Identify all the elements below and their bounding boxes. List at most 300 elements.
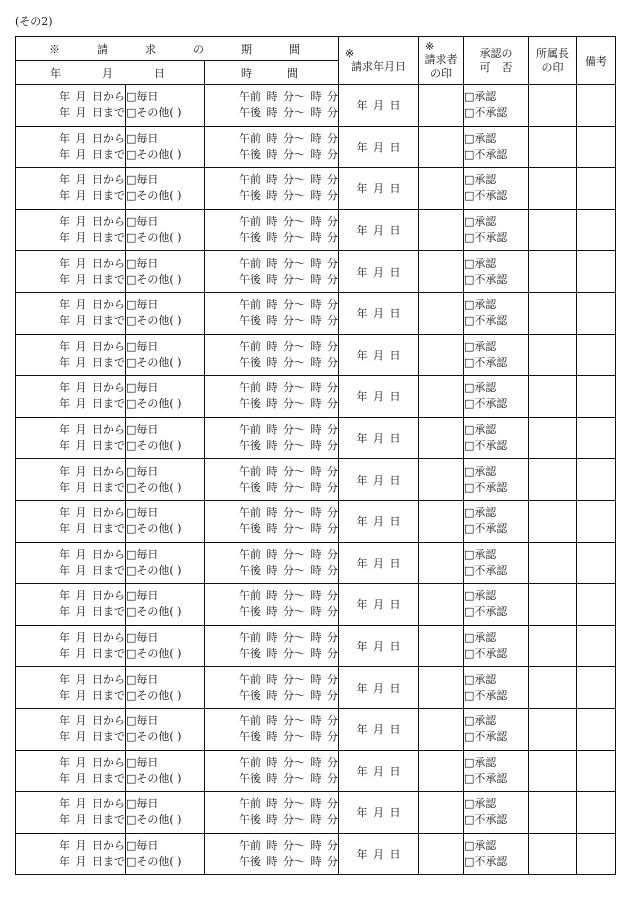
time-cell[interactable] xyxy=(205,500,339,542)
request-date-cell[interactable] xyxy=(339,667,419,709)
daily-checkbox[interactable]: □毎日 xyxy=(126,547,159,561)
request-date-cell[interactable] xyxy=(339,625,419,667)
daily-checkbox[interactable]: □毎日 xyxy=(126,672,159,686)
daily-checkbox[interactable]: □毎日 xyxy=(126,423,159,437)
table-row xyxy=(16,708,616,750)
chief-seal-cell[interactable] xyxy=(529,833,577,875)
period-date-cell[interactable] xyxy=(16,85,126,127)
remarks-cell[interactable] xyxy=(577,292,616,334)
remarks-cell[interactable] xyxy=(577,792,616,834)
requester-seal-cell[interactable] xyxy=(419,251,464,293)
daily-checkbox[interactable]: □毎日 xyxy=(126,589,159,603)
chief-seal-cell[interactable] xyxy=(529,209,577,251)
period-date-cell[interactable] xyxy=(16,792,126,834)
requester-seal-cell[interactable] xyxy=(419,667,464,709)
requester-seal-line2: の印 xyxy=(430,66,452,80)
request-period-table xyxy=(15,36,616,875)
time-pm: 午後 時 分～ 時 分 xyxy=(239,480,338,494)
approved-checkbox[interactable]: □承認 xyxy=(464,131,497,145)
time-pm: 午後 時 分～ 時 分 xyxy=(239,647,338,661)
approved-checkbox[interactable]: □承認 xyxy=(464,547,497,561)
approved-checkbox[interactable]: □承認 xyxy=(464,90,497,104)
time-cell[interactable] xyxy=(205,625,339,667)
time-cell[interactable] xyxy=(205,209,339,251)
approval-cell xyxy=(464,85,529,127)
request-date-cell[interactable] xyxy=(339,209,419,251)
remarks-cell[interactable] xyxy=(577,376,616,418)
approved-checkbox[interactable]: □承認 xyxy=(464,339,497,353)
remarks-cell[interactable] xyxy=(577,209,616,251)
chief-seal-cell[interactable] xyxy=(529,667,577,709)
time-pm: 午後 時 分～ 時 分 xyxy=(239,189,338,203)
approved-checkbox[interactable]: □承認 xyxy=(464,631,497,645)
requester-seal-cell[interactable] xyxy=(419,292,464,334)
period-date-cell[interactable] xyxy=(16,584,126,626)
form-rows xyxy=(16,85,616,875)
time-cell[interactable] xyxy=(205,251,339,293)
request-date-header: 請求年月日 xyxy=(351,59,406,73)
daily-checkbox[interactable]: □毎日 xyxy=(126,90,159,104)
date-from: 年 月 日から xyxy=(59,589,125,603)
time-am: 午前 時 分～ 時 分 xyxy=(239,672,338,686)
chief-seal-line2: の印 xyxy=(541,60,564,74)
not-approved-checkbox[interactable]: □不承認 xyxy=(464,231,508,245)
frequency-cell xyxy=(126,251,205,293)
date-to: 年 月 日まで xyxy=(59,854,125,868)
not-approved-checkbox[interactable]: □不承認 xyxy=(464,730,508,744)
request-date-value: 年 月 日 xyxy=(356,182,401,196)
request-date-cell[interactable] xyxy=(339,542,419,584)
time-cell[interactable] xyxy=(205,417,339,459)
not-approved-checkbox[interactable]: □不承認 xyxy=(464,106,508,120)
approved-checkbox[interactable]: □承認 xyxy=(464,506,497,520)
table-row xyxy=(16,417,616,459)
approval-header-cell xyxy=(464,37,529,85)
requester-seal-cell[interactable] xyxy=(419,625,464,667)
header-row-1 xyxy=(16,37,616,61)
request-date-cell[interactable] xyxy=(339,500,419,542)
approved-checkbox[interactable]: □承認 xyxy=(464,838,497,852)
table-row xyxy=(16,334,616,376)
time-cell[interactable] xyxy=(205,168,339,210)
date-to: 年 月 日まで xyxy=(59,106,125,120)
request-date-value: 年 月 日 xyxy=(356,473,401,487)
time-am: 午前 時 分～ 時 分 xyxy=(239,631,338,645)
remarks-cell[interactable] xyxy=(577,126,616,168)
remarks-header: 備考 xyxy=(585,54,607,68)
page-label: (その2) xyxy=(15,15,53,28)
other-checkbox[interactable]: □その他( ) xyxy=(126,147,182,161)
time-cell[interactable] xyxy=(205,667,339,709)
approved-checkbox[interactable]: □承認 xyxy=(464,215,497,229)
chief-seal-cell[interactable] xyxy=(529,500,577,542)
not-approved-checkbox[interactable]: □不承認 xyxy=(464,272,508,286)
period-date-cell[interactable] xyxy=(16,251,126,293)
time-am: 午前 時 分～ 時 分 xyxy=(239,547,338,561)
not-approved-checkbox[interactable]: □不承認 xyxy=(464,813,508,827)
approval-cell xyxy=(464,792,529,834)
chief-seal-cell[interactable] xyxy=(529,85,577,127)
requester-seal-cell[interactable] xyxy=(419,584,464,626)
time-cell[interactable] xyxy=(205,584,339,626)
chief-seal-cell[interactable] xyxy=(529,292,577,334)
chief-seal-header-cell xyxy=(529,37,577,85)
chief-seal-cell[interactable] xyxy=(529,542,577,584)
request-date-cell[interactable] xyxy=(339,584,419,626)
request-date-cell[interactable] xyxy=(339,126,419,168)
request-date-cell[interactable] xyxy=(339,251,419,293)
time-cell[interactable] xyxy=(205,750,339,792)
daily-checkbox[interactable]: □毎日 xyxy=(126,215,159,229)
not-approved-checkbox[interactable]: □不承認 xyxy=(464,189,508,203)
request-date-cell[interactable] xyxy=(339,459,419,501)
time-pm: 午後 時 分～ 時 分 xyxy=(239,355,338,369)
frequency-cell xyxy=(126,792,205,834)
request-date-cell[interactable] xyxy=(339,750,419,792)
approval-cell xyxy=(464,667,529,709)
requester-seal-cell[interactable] xyxy=(419,542,464,584)
frequency-cell xyxy=(126,542,205,584)
approved-checkbox[interactable]: □承認 xyxy=(464,464,497,478)
chief-seal-cell[interactable] xyxy=(529,334,577,376)
chief-seal-cell[interactable] xyxy=(529,708,577,750)
date-to: 年 月 日まで xyxy=(59,522,125,536)
not-approved-checkbox[interactable]: □不承認 xyxy=(464,771,508,785)
request-date-value: 年 月 日 xyxy=(356,348,401,362)
not-approved-checkbox[interactable]: □不承認 xyxy=(464,854,508,868)
other-checkbox[interactable]: □その他( ) xyxy=(126,439,182,453)
requester-seal-line1: 請求者 xyxy=(424,52,458,66)
other-checkbox[interactable]: □その他( ) xyxy=(126,854,182,868)
frequency-cell xyxy=(126,500,205,542)
not-approved-checkbox[interactable]: □不承認 xyxy=(464,397,508,411)
daily-checkbox[interactable]: □毎日 xyxy=(126,256,159,270)
requester-seal-cell[interactable] xyxy=(419,126,464,168)
request-date-value: 年 月 日 xyxy=(356,681,401,695)
approved-checkbox[interactable]: □承認 xyxy=(464,173,497,187)
request-date-value: 年 月 日 xyxy=(356,764,401,778)
other-checkbox[interactable]: □その他( ) xyxy=(126,397,182,411)
time-pm: 午後 時 分～ 時 分 xyxy=(239,605,338,619)
date-from: 年 月 日から xyxy=(59,838,125,852)
chief-seal-cell[interactable] xyxy=(529,126,577,168)
time-pm: 午後 時 分～ 時 分 xyxy=(239,688,338,702)
daily-checkbox[interactable]: □毎日 xyxy=(126,339,159,353)
period-date-cell[interactable] xyxy=(16,459,126,501)
approval-cell xyxy=(464,334,529,376)
other-checkbox[interactable]: □その他( ) xyxy=(126,771,182,785)
date-to: 年 月 日まで xyxy=(59,480,125,494)
daily-checkbox[interactable]: □毎日 xyxy=(126,464,159,478)
chief-seal-cell[interactable] xyxy=(529,376,577,418)
table-row xyxy=(16,792,616,834)
period-date-cell[interactable] xyxy=(16,376,126,418)
approval-cell xyxy=(464,750,529,792)
approved-checkbox[interactable]: □承認 xyxy=(464,381,497,395)
time-pm: 午後 時 分～ 時 分 xyxy=(239,231,338,245)
remarks-cell[interactable] xyxy=(577,334,616,376)
period-date-cell[interactable] xyxy=(16,750,126,792)
time-am: 午前 時 分～ 時 分 xyxy=(239,714,338,728)
other-checkbox[interactable]: □その他( ) xyxy=(126,813,182,827)
time-cell[interactable] xyxy=(205,126,339,168)
other-checkbox[interactable]: □その他( ) xyxy=(126,522,182,536)
other-checkbox[interactable]: □その他( ) xyxy=(126,231,182,245)
requester-seal-cell[interactable] xyxy=(419,792,464,834)
not-approved-checkbox[interactable]: □不承認 xyxy=(464,522,508,536)
daily-checkbox[interactable]: □毎日 xyxy=(126,381,159,395)
approved-checkbox[interactable]: □承認 xyxy=(464,714,497,728)
approval-cell xyxy=(464,833,529,875)
request-date-value: 年 月 日 xyxy=(356,515,401,529)
period-date-cell[interactable] xyxy=(16,334,126,376)
remarks-cell[interactable] xyxy=(577,542,616,584)
daily-checkbox[interactable]: □毎日 xyxy=(126,298,159,312)
frequency-cell xyxy=(126,625,205,667)
request-date-cell[interactable] xyxy=(339,334,419,376)
date-from: 年 月 日から xyxy=(59,464,125,478)
approved-checkbox[interactable]: □承認 xyxy=(464,755,497,769)
time-pm: 午後 時 分～ 時 分 xyxy=(239,813,338,827)
remarks-cell[interactable] xyxy=(577,750,616,792)
time-header-cell xyxy=(205,61,339,85)
request-date-value: 年 月 日 xyxy=(356,265,401,279)
time-cell[interactable] xyxy=(205,85,339,127)
requester-seal-cell[interactable] xyxy=(419,750,464,792)
date-from: 年 月 日から xyxy=(59,256,125,270)
remarks-cell[interactable] xyxy=(577,667,616,709)
time-cell[interactable] xyxy=(205,459,339,501)
remarks-cell[interactable] xyxy=(577,168,616,210)
time-am: 午前 時 分～ 時 分 xyxy=(239,90,338,104)
remarks-cell[interactable] xyxy=(577,459,616,501)
request-date-cell[interactable] xyxy=(339,292,419,334)
time-cell[interactable] xyxy=(205,833,339,875)
request-date-value: 年 月 日 xyxy=(356,390,401,404)
remarks-cell[interactable] xyxy=(577,708,616,750)
time-cell[interactable] xyxy=(205,292,339,334)
not-approved-checkbox[interactable]: □不承認 xyxy=(464,688,508,702)
time-am: 午前 時 分～ 時 分 xyxy=(239,173,338,187)
request-date-cell[interactable] xyxy=(339,792,419,834)
other-checkbox[interactable]: □その他( ) xyxy=(126,563,182,577)
time-am: 午前 時 分～ 時 分 xyxy=(239,339,338,353)
requester-seal-cell[interactable] xyxy=(419,708,464,750)
approval-cell xyxy=(464,126,529,168)
period-title: ※ 請 求 の 期 間 xyxy=(49,42,313,56)
approval-cell xyxy=(464,292,529,334)
approved-checkbox[interactable]: □承認 xyxy=(464,256,497,270)
approved-checkbox[interactable]: □承認 xyxy=(464,423,497,437)
request-date-value: 年 月 日 xyxy=(356,723,401,737)
time-am: 午前 時 分～ 時 分 xyxy=(239,755,338,769)
time-am: 午前 時 分～ 時 分 xyxy=(239,381,338,395)
approved-checkbox[interactable]: □承認 xyxy=(464,672,497,686)
request-date-cell[interactable] xyxy=(339,168,419,210)
approval-header-line2: 可 否 xyxy=(479,60,513,74)
time-pm: 午後 時 分～ 時 分 xyxy=(239,272,338,286)
time-pm: 午後 時 分～ 時 分 xyxy=(239,314,338,328)
chief-seal-cell[interactable] xyxy=(529,625,577,667)
not-approved-checkbox[interactable]: □不承認 xyxy=(464,439,508,453)
period-date-cell[interactable] xyxy=(16,500,126,542)
date-from: 年 月 日から xyxy=(59,797,125,811)
period-date-cell[interactable] xyxy=(16,708,126,750)
time-cell[interactable] xyxy=(205,334,339,376)
time-pm: 午後 時 分～ 時 分 xyxy=(239,106,338,120)
date-to: 年 月 日まで xyxy=(59,647,125,661)
daily-checkbox[interactable]: □毎日 xyxy=(126,131,159,145)
request-date-value: 年 月 日 xyxy=(356,806,401,820)
daily-checkbox[interactable]: □毎日 xyxy=(126,797,159,811)
requester-seal-cell[interactable] xyxy=(419,168,464,210)
time-cell[interactable] xyxy=(205,792,339,834)
period-date-cell[interactable] xyxy=(16,625,126,667)
not-approved-checkbox[interactable]: □不承認 xyxy=(464,355,508,369)
remarks-cell[interactable] xyxy=(577,833,616,875)
other-checkbox[interactable]: □その他( ) xyxy=(126,314,182,328)
requester-seal-cell[interactable] xyxy=(419,833,464,875)
other-checkbox[interactable]: □その他( ) xyxy=(126,355,182,369)
not-approved-checkbox[interactable]: □不承認 xyxy=(464,647,508,661)
date-from: 年 月 日から xyxy=(59,506,125,520)
request-date-cell[interactable] xyxy=(339,85,419,127)
table-row xyxy=(16,376,616,418)
date-from: 年 月 日から xyxy=(59,215,125,229)
request-date-cell[interactable] xyxy=(339,708,419,750)
date-to: 年 月 日まで xyxy=(59,813,125,827)
requester-seal-cell[interactable] xyxy=(419,500,464,542)
other-checkbox[interactable]: □その他( ) xyxy=(126,272,182,286)
time-pm: 午後 時 分～ 時 分 xyxy=(239,439,338,453)
request-date-cell[interactable] xyxy=(339,833,419,875)
time-cell[interactable] xyxy=(205,542,339,584)
daily-checkbox[interactable]: □毎日 xyxy=(126,755,159,769)
approval-cell xyxy=(464,625,529,667)
frequency-cell xyxy=(126,376,205,418)
period-date-cell[interactable] xyxy=(16,833,126,875)
approval-cell xyxy=(464,209,529,251)
time-cell[interactable] xyxy=(205,708,339,750)
not-approved-checkbox[interactable]: □不承認 xyxy=(464,563,508,577)
frequency-cell xyxy=(126,417,205,459)
period-date-cell[interactable] xyxy=(16,292,126,334)
other-checkbox[interactable]: □その他( ) xyxy=(126,106,182,120)
time-pm: 午後 時 分～ 時 分 xyxy=(239,854,338,868)
time-am: 午前 時 分～ 時 分 xyxy=(239,131,338,145)
request-date-cell[interactable] xyxy=(339,376,419,418)
period-date-cell[interactable] xyxy=(16,168,126,210)
table-row xyxy=(16,168,616,210)
chief-seal-cell[interactable] xyxy=(529,168,577,210)
remarks-cell[interactable] xyxy=(577,85,616,127)
other-checkbox[interactable]: □その他( ) xyxy=(126,480,182,494)
date-from: 年 月 日から xyxy=(59,714,125,728)
approval-cell xyxy=(464,168,529,210)
remarks-cell[interactable] xyxy=(577,500,616,542)
not-approved-checkbox[interactable]: □不承認 xyxy=(464,480,508,494)
date-to: 年 月 日まで xyxy=(59,147,125,161)
requester-seal-cell[interactable] xyxy=(419,459,464,501)
approved-checkbox[interactable]: □承認 xyxy=(464,797,497,811)
approval-cell xyxy=(464,542,529,584)
daily-checkbox[interactable]: □毎日 xyxy=(126,173,159,187)
chief-seal-cell[interactable] xyxy=(529,750,577,792)
chief-seal-cell[interactable] xyxy=(529,251,577,293)
approval-header-line1: 承認の xyxy=(479,46,513,60)
date-to: 年 月 日まで xyxy=(59,563,125,577)
other-checkbox[interactable]: □その他( ) xyxy=(126,647,182,661)
chief-seal-cell[interactable] xyxy=(529,792,577,834)
request-date-value: 年 月 日 xyxy=(356,307,401,321)
frequency-cell xyxy=(126,292,205,334)
approved-checkbox[interactable]: □承認 xyxy=(464,589,497,603)
other-checkbox[interactable]: □その他( ) xyxy=(126,688,182,702)
daily-checkbox[interactable]: □毎日 xyxy=(126,714,159,728)
time-am: 午前 時 分～ 時 分 xyxy=(239,506,338,520)
year-month-day-header-cell xyxy=(16,61,205,85)
time-pm: 午後 時 分～ 時 分 xyxy=(239,397,338,411)
daily-checkbox[interactable]: □毎日 xyxy=(126,838,159,852)
table-row xyxy=(16,459,616,501)
not-approved-checkbox[interactable]: □不承認 xyxy=(464,314,508,328)
requester-seal-cell[interactable] xyxy=(419,376,464,418)
chief-seal-cell[interactable] xyxy=(529,459,577,501)
year-month-day-header: 年 月 日 xyxy=(50,66,180,80)
date-from: 年 月 日から xyxy=(59,423,125,437)
not-approved-checkbox[interactable]: □不承認 xyxy=(464,605,508,619)
requester-seal-cell[interactable] xyxy=(419,209,464,251)
period-date-cell[interactable] xyxy=(16,542,126,584)
approval-cell xyxy=(464,500,529,542)
remarks-cell[interactable] xyxy=(577,625,616,667)
frequency-cell xyxy=(126,85,205,127)
date-to: 年 月 日まで xyxy=(59,355,125,369)
approved-checkbox[interactable]: □承認 xyxy=(464,298,497,312)
requester-seal-cell[interactable] xyxy=(419,85,464,127)
approval-cell xyxy=(464,417,529,459)
chief-seal-line1: 所属長 xyxy=(536,46,569,60)
frequency-cell xyxy=(126,459,205,501)
daily-checkbox[interactable]: □毎日 xyxy=(126,506,159,520)
chief-seal-cell[interactable] xyxy=(529,584,577,626)
not-approved-checkbox[interactable]: □不承認 xyxy=(464,147,508,161)
table-row xyxy=(16,209,616,251)
remarks-cell[interactable] xyxy=(577,584,616,626)
requester-seal-cell[interactable] xyxy=(419,417,464,459)
remarks-cell[interactable] xyxy=(577,417,616,459)
daily-checkbox[interactable]: □毎日 xyxy=(126,631,159,645)
time-cell[interactable] xyxy=(205,376,339,418)
approval-cell xyxy=(464,584,529,626)
request-date-cell[interactable] xyxy=(339,417,419,459)
request-date-value: 年 月 日 xyxy=(356,598,401,612)
period-date-cell[interactable] xyxy=(16,667,126,709)
remarks-cell[interactable] xyxy=(577,251,616,293)
chief-seal-cell[interactable] xyxy=(529,417,577,459)
period-date-cell[interactable] xyxy=(16,126,126,168)
table-row xyxy=(16,292,616,334)
other-checkbox[interactable]: □その他( ) xyxy=(126,730,182,744)
other-checkbox[interactable]: □その他( ) xyxy=(126,605,182,619)
period-date-cell[interactable] xyxy=(16,209,126,251)
date-to: 年 月 日まで xyxy=(59,730,125,744)
other-checkbox[interactable]: □その他( ) xyxy=(126,189,182,203)
period-header-cell xyxy=(16,37,339,61)
requester-seal-cell[interactable] xyxy=(419,334,464,376)
period-date-cell[interactable] xyxy=(16,417,126,459)
requester-seal-header-cell xyxy=(419,37,464,85)
